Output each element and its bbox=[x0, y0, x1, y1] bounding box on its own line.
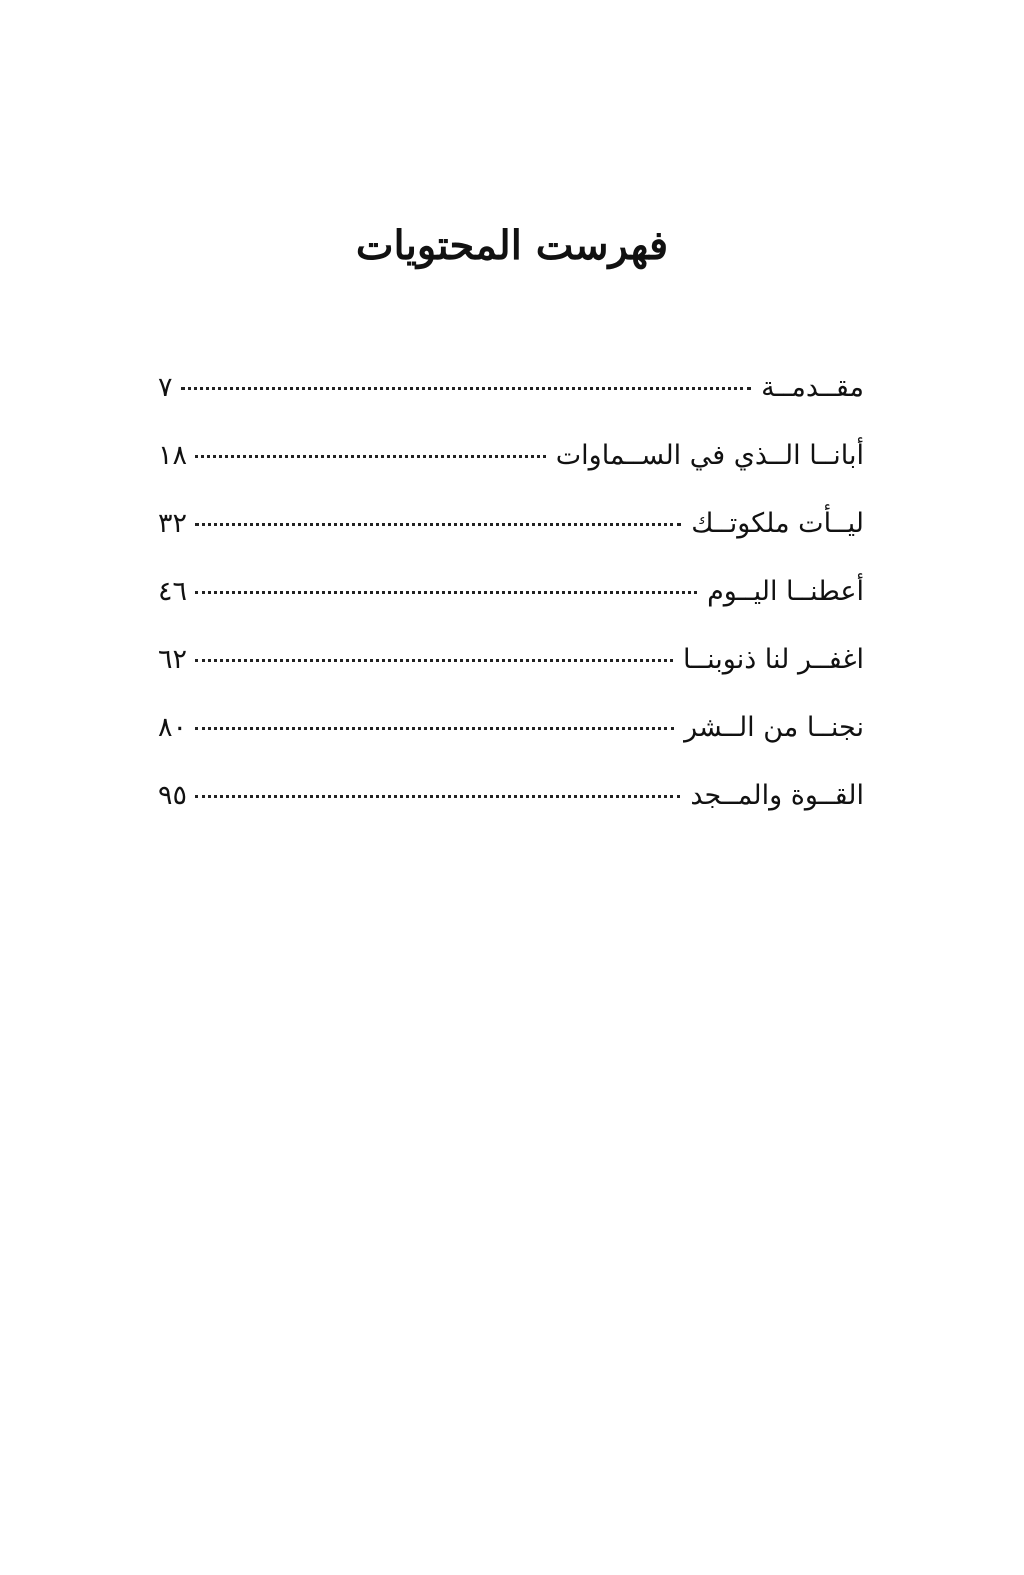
table-of-contents bbox=[158, 363, 864, 839]
dot-leader bbox=[195, 727, 674, 730]
toc-entry-page-number: ٩٥ bbox=[158, 780, 188, 811]
toc-entry-title: أعطنــا اليــوم bbox=[707, 576, 864, 607]
dot-leader bbox=[195, 659, 673, 662]
toc-entry bbox=[158, 363, 864, 431]
toc-entry-page-number: ١٨ bbox=[158, 440, 188, 471]
dot-leader bbox=[195, 455, 546, 458]
toc-entry-title: ليــأت ملكوتــك bbox=[691, 508, 864, 539]
page-title: فهرست المحتويات bbox=[355, 222, 669, 269]
toc-entry bbox=[158, 771, 864, 839]
toc-entry-title: القــوة والمــجد bbox=[690, 780, 864, 811]
toc-entry bbox=[158, 703, 864, 771]
toc-entry-page-number: ٦٢ bbox=[158, 644, 188, 675]
toc-entry-page-number: ٨٠ bbox=[158, 712, 188, 743]
toc-entry bbox=[158, 499, 864, 567]
dot-leader bbox=[195, 523, 681, 526]
dot-leader bbox=[195, 795, 680, 798]
toc-entry-title: نجنــا من الــشر bbox=[684, 712, 864, 743]
toc-entry-page-number: ٣٢ bbox=[158, 508, 188, 539]
toc-entry-title: اغفــر لنا ذنوبنــا bbox=[683, 644, 864, 675]
toc-entry bbox=[158, 431, 864, 499]
dot-leader bbox=[195, 591, 697, 594]
toc-entry bbox=[158, 635, 864, 703]
toc-entry-page-number: ٧ bbox=[158, 372, 173, 403]
toc-entry bbox=[158, 567, 864, 635]
toc-entry-page-number: ٤٦ bbox=[158, 576, 188, 607]
dot-leader bbox=[181, 387, 752, 390]
toc-entry-title: أبانــا الــذي في الســماوات bbox=[555, 440, 864, 471]
toc-entry-title: مقــدمــة bbox=[761, 372, 864, 403]
